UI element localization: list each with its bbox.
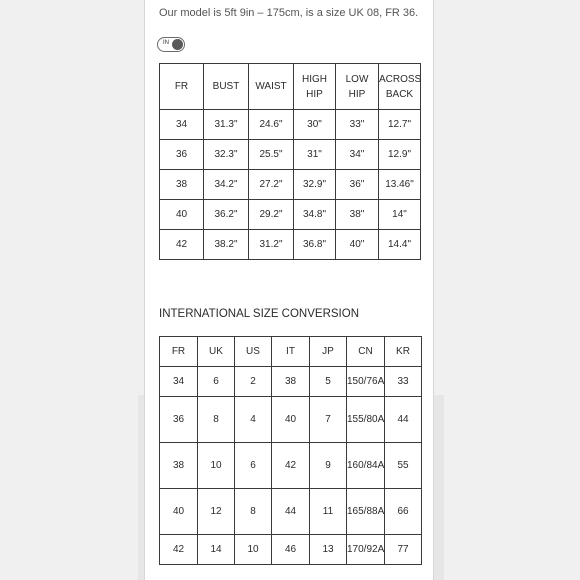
conversion-section-title: INTERNATIONAL SIZE CONVERSION <box>159 308 359 320</box>
unit-toggle-label: IN <box>163 40 169 46</box>
table-cell: 36 <box>160 397 198 443</box>
header-cell: LOW HIP <box>336 64 379 110</box>
table-row <box>160 200 421 230</box>
header-cell: UK <box>198 337 235 367</box>
table-cell: 9 <box>310 443 347 489</box>
table-cell: 31" <box>294 140 336 170</box>
table-cell: 33" <box>336 110 379 140</box>
table-cell: 13.46" <box>379 170 421 200</box>
table-header-row <box>160 64 421 110</box>
table-cell: 6 <box>235 443 272 489</box>
table-cell: 36 <box>160 140 204 170</box>
table-cell: 38 <box>272 367 310 397</box>
table-cell: 31.3" <box>204 110 249 140</box>
table-cell: 31.2" <box>249 230 294 260</box>
table-cell: 34" <box>336 140 379 170</box>
table-cell: 42 <box>160 230 204 260</box>
table-header-row <box>160 337 422 367</box>
table-cell: 7 <box>310 397 347 443</box>
toggle-knob <box>172 39 183 50</box>
table-cell: 38" <box>336 200 379 230</box>
table-cell: 8 <box>235 489 272 535</box>
table-row <box>160 110 421 140</box>
header-cell: CN <box>347 337 385 367</box>
header-cell: ACROSS BACK <box>379 64 421 110</box>
table-cell: 42 <box>272 443 310 489</box>
table-row <box>160 397 422 443</box>
table-cell: 44 <box>385 397 422 443</box>
table-cell: 12 <box>198 489 235 535</box>
table-cell: 40" <box>336 230 379 260</box>
table-cell: 46 <box>272 535 310 565</box>
table-cell: 24.6" <box>249 110 294 140</box>
table-cell: 8 <box>198 397 235 443</box>
header-cell: KR <box>385 337 422 367</box>
table-cell: 40 <box>160 489 198 535</box>
table-cell: 2 <box>235 367 272 397</box>
table-cell: 42 <box>160 535 198 565</box>
table-cell: 33 <box>385 367 422 397</box>
table-cell: 5 <box>310 367 347 397</box>
table-row <box>160 443 422 489</box>
table-cell: 34.2" <box>204 170 249 200</box>
table-row <box>160 230 421 260</box>
table-cell: 6 <box>198 367 235 397</box>
table-cell: 25.5" <box>249 140 294 170</box>
table-row <box>160 489 422 535</box>
unit-toggle[interactable] <box>157 37 185 52</box>
table-row <box>160 140 421 170</box>
table-cell: 14" <box>379 200 421 230</box>
table-cell: 77 <box>385 535 422 565</box>
table-cell: 29.2" <box>249 200 294 230</box>
table-cell: 34 <box>160 110 204 140</box>
table-cell: 36" <box>336 170 379 200</box>
table-cell: 55 <box>385 443 422 489</box>
table-cell: 10 <box>235 535 272 565</box>
table-cell: 38 <box>160 443 198 489</box>
table-cell: 44 <box>272 489 310 535</box>
header-cell: US <box>235 337 272 367</box>
table-cell: 12.9" <box>379 140 421 170</box>
table-row <box>160 535 422 565</box>
table-cell: 10 <box>198 443 235 489</box>
model-size-note: Our model is 5ft 9in – 175cm, is a size UK 08, FR 36. <box>159 7 419 19</box>
table-cell: 27.2" <box>249 170 294 200</box>
table-cell: 40 <box>272 397 310 443</box>
table-cell: 34.8" <box>294 200 336 230</box>
header-cell: FR <box>160 64 204 110</box>
table-cell: 32.9" <box>294 170 336 200</box>
table-cell: 30" <box>294 110 336 140</box>
table-row <box>160 170 421 200</box>
table-cell: 66 <box>385 489 422 535</box>
table-cell: 14.4" <box>379 230 421 260</box>
table-cell: 36.2" <box>204 200 249 230</box>
table-cell: 38.2" <box>204 230 249 260</box>
table-cell: 34 <box>160 367 198 397</box>
header-cell: BUST <box>204 64 249 110</box>
table-cell: 170/92A <box>347 535 385 565</box>
header-cell: IT <box>272 337 310 367</box>
table-cell: 4 <box>235 397 272 443</box>
table-cell: 38 <box>160 170 204 200</box>
size-conversion-table <box>159 336 422 565</box>
table-row <box>160 367 422 397</box>
table-cell: 12.7" <box>379 110 421 140</box>
header-cell: WAIST <box>249 64 294 110</box>
table-cell: 11 <box>310 489 347 535</box>
header-cell: JP <box>310 337 347 367</box>
header-cell: HIGH HIP <box>294 64 336 110</box>
table-cell: 36.8" <box>294 230 336 260</box>
table-cell: 13 <box>310 535 347 565</box>
table-cell: 155/80A <box>347 397 385 443</box>
header-cell: FR <box>160 337 198 367</box>
table-cell: 165/88A <box>347 489 385 535</box>
table-cell: 32.3" <box>204 140 249 170</box>
table-cell: 40 <box>160 200 204 230</box>
table-cell: 150/76A <box>347 367 385 397</box>
table-cell: 14 <box>198 535 235 565</box>
size-measurements-table <box>159 63 421 260</box>
table-cell: 160/84A <box>347 443 385 489</box>
